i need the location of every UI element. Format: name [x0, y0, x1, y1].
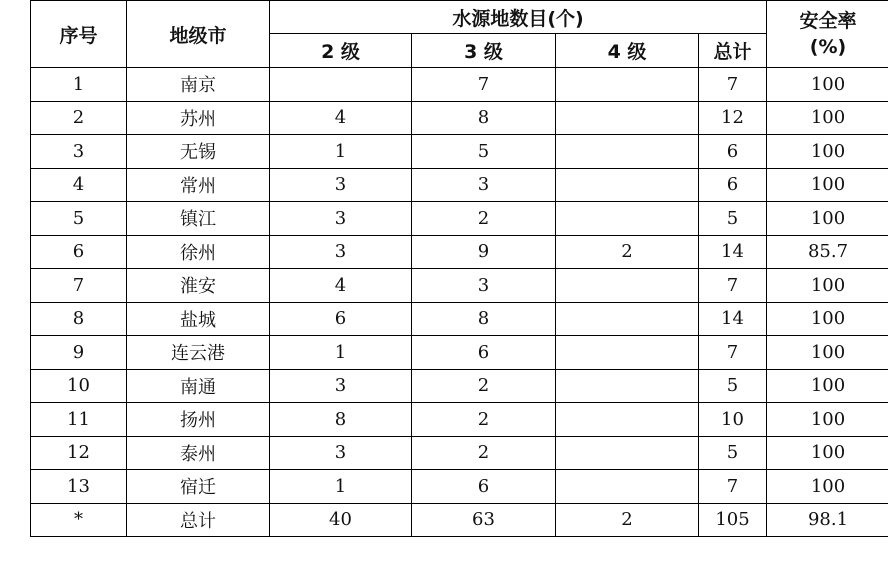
cell-index: 11: [31, 403, 127, 437]
cell-total: 14: [699, 302, 767, 336]
cell-total: 7: [699, 68, 767, 102]
cell-city: 徐州: [127, 235, 270, 269]
cell-level-3: 8: [412, 101, 556, 135]
cell-total: 12: [699, 101, 767, 135]
table-row: [31, 302, 888, 336]
cell-city: 泰州: [127, 436, 270, 470]
cell-level-3: 3: [412, 269, 556, 303]
cell-total: 7: [699, 336, 767, 370]
cell-level-3: 7: [412, 68, 556, 102]
cell-safety-rate: 100: [767, 202, 888, 236]
cell-city: 扬州: [127, 403, 270, 437]
cell-level-2: 3: [270, 436, 412, 470]
cell-level-2: 1: [270, 135, 412, 169]
table-row: [31, 235, 888, 269]
cell-level-2: 1: [270, 470, 412, 504]
cell-safety-rate: 100: [767, 101, 888, 135]
cell-index: 7: [31, 269, 127, 303]
cell-level-4: [556, 336, 699, 370]
cell-safety-rate: 100: [767, 135, 888, 169]
cell-level-4: [556, 202, 699, 236]
cell-safety-rate: 100: [767, 403, 888, 437]
header-row-1: [31, 1, 888, 34]
cell-index: 2: [31, 101, 127, 135]
cell-city: 无锡: [127, 135, 270, 169]
cell-city: 总计: [127, 503, 270, 537]
cell-level-4: [556, 68, 699, 102]
cell-safety-rate: 100: [767, 168, 888, 202]
cell-index: 4: [31, 168, 127, 202]
cell-city: 常州: [127, 168, 270, 202]
cell-index: 10: [31, 369, 127, 403]
cell-safety-rate: 100: [767, 68, 888, 102]
cell-total: 5: [699, 369, 767, 403]
cell-level-2: 8: [270, 403, 412, 437]
table-row: [31, 403, 888, 437]
table-row: [31, 269, 888, 303]
table-row: [31, 336, 888, 370]
cell-level-3: 6: [412, 336, 556, 370]
cell-safety-rate: 100: [767, 302, 888, 336]
cell-level-2: 3: [270, 235, 412, 269]
cell-level-3: 8: [412, 302, 556, 336]
cell-index: 12: [31, 436, 127, 470]
cell-total: 6: [699, 135, 767, 169]
cell-city: 连云港: [127, 336, 270, 370]
cell-level-3: 2: [412, 369, 556, 403]
cell-total: 5: [699, 202, 767, 236]
cell-level-4: [556, 135, 699, 169]
cell-level-2: [270, 68, 412, 102]
cell-safety-rate: 100: [767, 470, 888, 504]
cell-level-3: 5: [412, 135, 556, 169]
header-index: 序号: [31, 1, 127, 68]
cell-level-3: 2: [412, 436, 556, 470]
cell-level-4: 2: [556, 235, 699, 269]
cell-safety-rate: 100: [767, 369, 888, 403]
table-row: [31, 470, 888, 504]
cell-index: 1: [31, 68, 127, 102]
cell-level-2: 4: [270, 269, 412, 303]
table-row: [31, 369, 888, 403]
cell-level-3: 9: [412, 235, 556, 269]
cell-index: 5: [31, 202, 127, 236]
cell-total: 10: [699, 403, 767, 437]
cell-index: 6: [31, 235, 127, 269]
cell-level-4: [556, 302, 699, 336]
table-row: [31, 436, 888, 470]
header-level-4: 4 级: [556, 34, 699, 68]
cell-level-2: 3: [270, 168, 412, 202]
table-header: [31, 1, 888, 68]
header-level-3: 3 级: [412, 34, 556, 68]
cell-level-4: [556, 269, 699, 303]
table-row: [31, 68, 888, 102]
cell-city: 盐城: [127, 302, 270, 336]
cell-city: 南京: [127, 68, 270, 102]
header-total: 总计: [699, 34, 767, 68]
cell-level-4: [556, 101, 699, 135]
cell-level-4: [556, 470, 699, 504]
table-row: [31, 101, 888, 135]
table-row: [31, 168, 888, 202]
cell-level-2: 3: [270, 202, 412, 236]
cell-level-4: [556, 369, 699, 403]
cell-safety-rate: 98.1: [767, 503, 888, 537]
header-safety-rate-label: 安全率: [799, 10, 857, 32]
cell-level-2: 4: [270, 101, 412, 135]
cell-total: 7: [699, 269, 767, 303]
header-level-2: 2 级: [270, 34, 412, 68]
cell-city: 宿迁: [127, 470, 270, 504]
cell-safety-rate: 85.7: [767, 235, 888, 269]
header-source-count-group: 水源地数目(个): [270, 1, 767, 34]
table-row: [31, 135, 888, 169]
cell-level-4: [556, 403, 699, 437]
cell-level-4: 2: [556, 503, 699, 537]
cell-index: 13: [31, 470, 127, 504]
cell-total: 6: [699, 168, 767, 202]
cell-level-3: 3: [412, 168, 556, 202]
water-source-table: [30, 0, 888, 537]
cell-level-4: [556, 168, 699, 202]
cell-total: 14: [699, 235, 767, 269]
cell-level-3: 2: [412, 202, 556, 236]
cell-total: 105: [699, 503, 767, 537]
cell-index: *: [31, 503, 127, 537]
cell-safety-rate: 100: [767, 436, 888, 470]
cell-level-2: 6: [270, 302, 412, 336]
cell-city: 镇江: [127, 202, 270, 236]
cell-level-4: [556, 436, 699, 470]
cell-total: 5: [699, 436, 767, 470]
cell-city: 淮安: [127, 269, 270, 303]
header-safety-rate-unit: (%): [809, 36, 847, 58]
cell-total: 7: [699, 470, 767, 504]
cell-level-3: 2: [412, 403, 556, 437]
cell-safety-rate: 100: [767, 269, 888, 303]
cell-level-3: 63: [412, 503, 556, 537]
cell-city: 南通: [127, 369, 270, 403]
cell-index: 9: [31, 336, 127, 370]
cell-level-3: 6: [412, 470, 556, 504]
cell-level-2: 3: [270, 369, 412, 403]
cell-level-2: 40: [270, 503, 412, 537]
cell-index: 3: [31, 135, 127, 169]
cell-city: 苏州: [127, 101, 270, 135]
cell-level-2: 1: [270, 336, 412, 370]
table-body: [31, 68, 888, 537]
header-safety-rate: [767, 1, 888, 68]
cell-index: 8: [31, 302, 127, 336]
header-city: 地级市: [127, 1, 270, 68]
table-row: [31, 503, 888, 537]
cell-safety-rate: 100: [767, 336, 888, 370]
table-row: [31, 202, 888, 236]
